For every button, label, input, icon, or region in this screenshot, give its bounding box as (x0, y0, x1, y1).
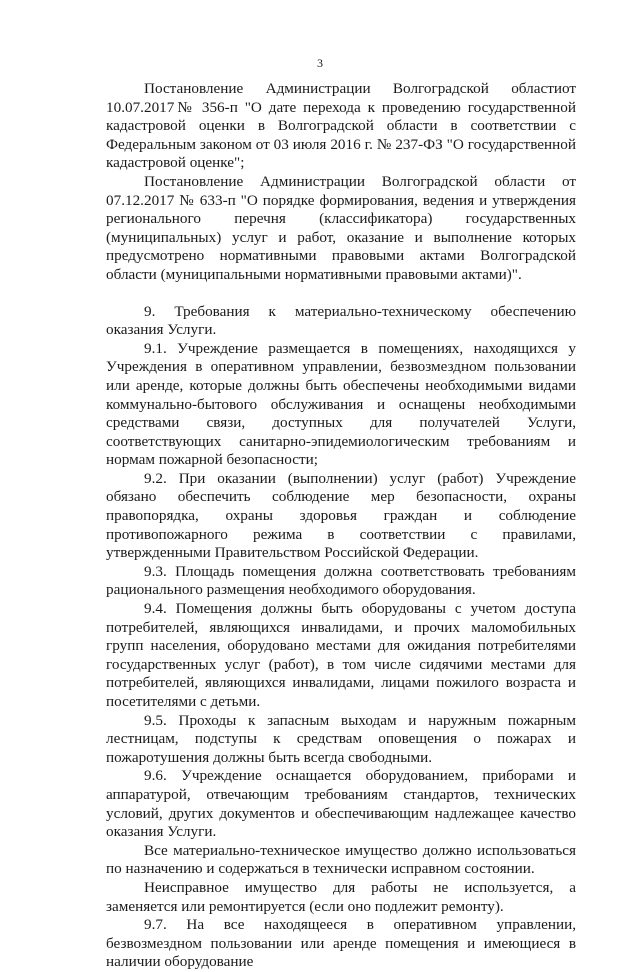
document-body (106, 80, 576, 972)
paragraph-9-3: 9.3. Площадь помещения должна соответствовать требованиям рационального размещения необходимого оборудования. (106, 562, 576, 599)
paragraph-9-2: 9.2. При оказании (выполнении) услуг (работ) Учреждение обязано обеспечить соблюдение мер безопасности, охраны правопорядка, охраны здоровья граждан и соблюдение противопожарного режима в соответствии с правилами, утвержденными Правительством Российской Федерации. (106, 469, 576, 562)
paragraph-property-usage: Все материально-техническое имущество должно использоваться по назначению и содержаться в технически исправном состоянии. (106, 841, 576, 878)
paragraph-faulty-property: Неисправное имущество для работы не используется, а заменяется или ремонтируется (если оно подлежит ремонту). (106, 878, 576, 915)
paragraph-9-7: 9.7. На все находящееся в оперативном управлении, безвозмездном пользовании или аренде помещения и имеющиеся в наличии оборудование (106, 916, 576, 971)
page-number: 3 (317, 56, 323, 70)
paragraph-9-4: 9.4. Помещения должны быть оборудованы с учетом доступа потребителей, являющихся инвалидами, и прочих маломобильных групп населения, оборудовано местами для ожидания потребителями государственных услуг (работ), в том числе сидячими местами для потребителей, являющихся инвалидами, лицами пожилого возраста и посетителями с детьми. (106, 600, 576, 710)
paragraph-decree-356p: Постановление Администрации Волгоградской областиот 10.07.2017№ 356-п "О дате перехода к проведению государственной кадастровой оценки в Волгоградской области в соответствии с Федеральным законом от 03 июля 2016 г. № 237-ФЗ "О государственной кадастровой оценке"; (106, 80, 576, 172)
paragraph-9-1: 9.1. Учреждение размещается в помещениях, находящихся у Учреждения в оперативном управлении, безвозмездном пользовании или аренде, которые должны быть обеспечены необходимыми видами коммунально-бытового обслуживания и оснащены необходимыми средствами связи, доступных для получателей Услуги, соответствующих санитарно-эпидемиологическим требованиям и нормам пожарной безопасности; (106, 339, 576, 469)
section-9-heading: 9. Требования к материально-техническому обеспечению оказания Услуги. (106, 302, 576, 339)
paragraph-9-6: 9.6. Учреждение оснащается оборудованием, приборами и аппаратурой, отвечающим требованиям стандартов, технических условий, других документов и обеспечивающим надлежащее качество оказания Услуги. (106, 767, 576, 841)
paragraph-decree-633p: Постановление Администрации Волгоградской области от 07.12.2017 № 633-п "О порядке формирования, ведения и утверждения регионального перечня (классификатора) государственных (муниципальных) услуг и работ, оказание и выполнение которых предусмотрено нормативными правовыми актами Волгоградской области (муниципальными нормативными правовыми актами)". (106, 172, 576, 283)
paragraph-9-5: 9.5. Проходы к запасным выходам и наружным пожарным лестницам, подступы к средствам оповещения о пожарах и пожаротушения должны быть всегда свободными. (106, 711, 576, 766)
